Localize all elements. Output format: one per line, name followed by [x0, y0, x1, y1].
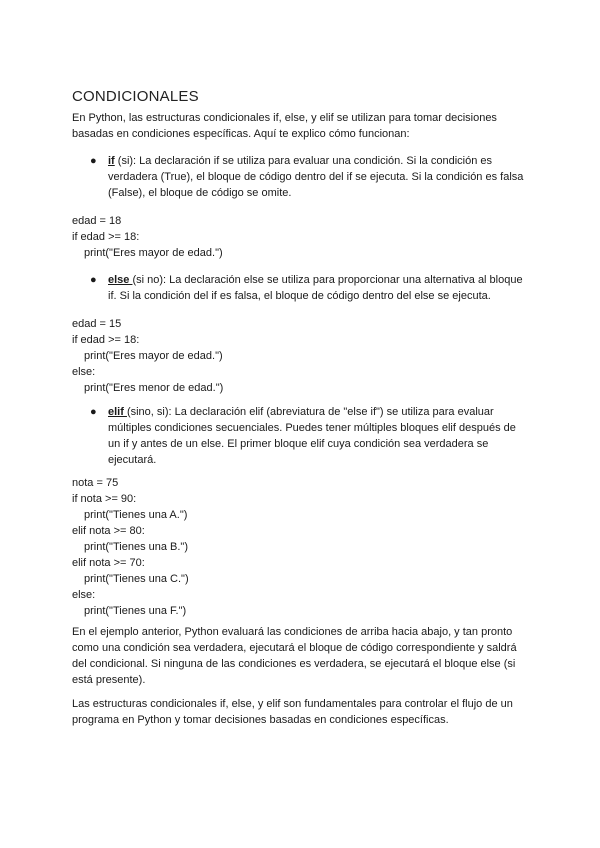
keyword-if: if — [108, 155, 115, 167]
bullet-elif-text: elif (sino, si): La declaración elif (abreviatura de "else if") se utiliza para evaluar múltiples condiciones secuenciales. Puedes tener múltiples bloques elif después de un if y antes de un else. El primer bloque elif cuya condición sea verdadera se ejecutará. — [108, 406, 516, 466]
code-line: edad = 18 — [72, 215, 122, 227]
code-line: else: — [72, 589, 96, 601]
code-line: print("Eres mayor de edad.") — [84, 350, 223, 362]
code-line: print("Eres mayor de edad.") — [84, 247, 223, 259]
explanation-paragraph: En el ejemplo anterior, Python evaluará las condiciones de arriba hacia abajo, y tan pronto como una condición sea verdadera, ejecutará el bloque de código correspondiente y saldrá del condicional. Si ninguna de las condiciones es verdadera, se ejecutará el bloque else (si está presente). — [72, 626, 517, 686]
code-line: print("Tienes una B.") — [84, 541, 189, 553]
code-line: print("Eres menor de edad.") — [84, 382, 224, 394]
code-line: if nota >= 90: — [72, 493, 137, 505]
keyword-else: else — [108, 274, 133, 286]
keyword-elif: elif — [108, 406, 127, 418]
bullet-dot-icon: ● — [90, 406, 97, 418]
code-line: print("Tienes una C.") — [84, 573, 189, 585]
code-line: if edad >= 18: — [72, 231, 140, 243]
bullet-dot-icon: ● — [90, 155, 97, 167]
code-line: print("Tienes una A.") — [84, 509, 188, 521]
code-block-3 — [72, 475, 189, 619]
bullet-if — [90, 153, 530, 201]
bullet-else-text: else (si no): La declaración else se utiliza para proporcionar una alternativa al bloque if. Si la condición del if es falsa, el bloque de código dentro del else se ejecuta. — [108, 274, 523, 302]
code-line: else: — [72, 366, 96, 378]
code-block-1 — [72, 213, 223, 261]
conclusion-paragraph: Las estructuras condicionales if, else, y elif son fundamentales para controlar el flujo de un programa en Python y tomar decisiones basadas en condiciones específicas. — [72, 698, 513, 726]
code-line: elif nota >= 80: — [72, 525, 145, 537]
page-title: CONDICIONALES — [72, 88, 199, 105]
code-line: nota = 75 — [72, 477, 119, 489]
code-line: elif nota >= 70: — [72, 557, 145, 569]
code-line: if edad >= 18: — [72, 334, 140, 346]
bullet-if-text: if (si): La declaración if se utiliza para evaluar una condición. Si la condición es verdadera (True), el bloque de código dentro del if se ejecuta. Si la condición es falsa (False), el bloque de código se omite. — [108, 155, 524, 199]
bullet-dot-icon: ● — [90, 274, 97, 286]
code-block-2 — [72, 316, 223, 396]
intro-paragraph: En Python, las estructuras condicionales if, else, y elif se utilizan para tomar decisiones basadas en condiciones específicas. Aquí te explico cómo funcionan: — [72, 112, 497, 140]
bullet-else — [90, 272, 530, 304]
code-line: edad = 15 — [72, 318, 122, 330]
bullet-elif — [90, 404, 530, 468]
code-line: print("Tienes una F.") — [84, 605, 187, 617]
